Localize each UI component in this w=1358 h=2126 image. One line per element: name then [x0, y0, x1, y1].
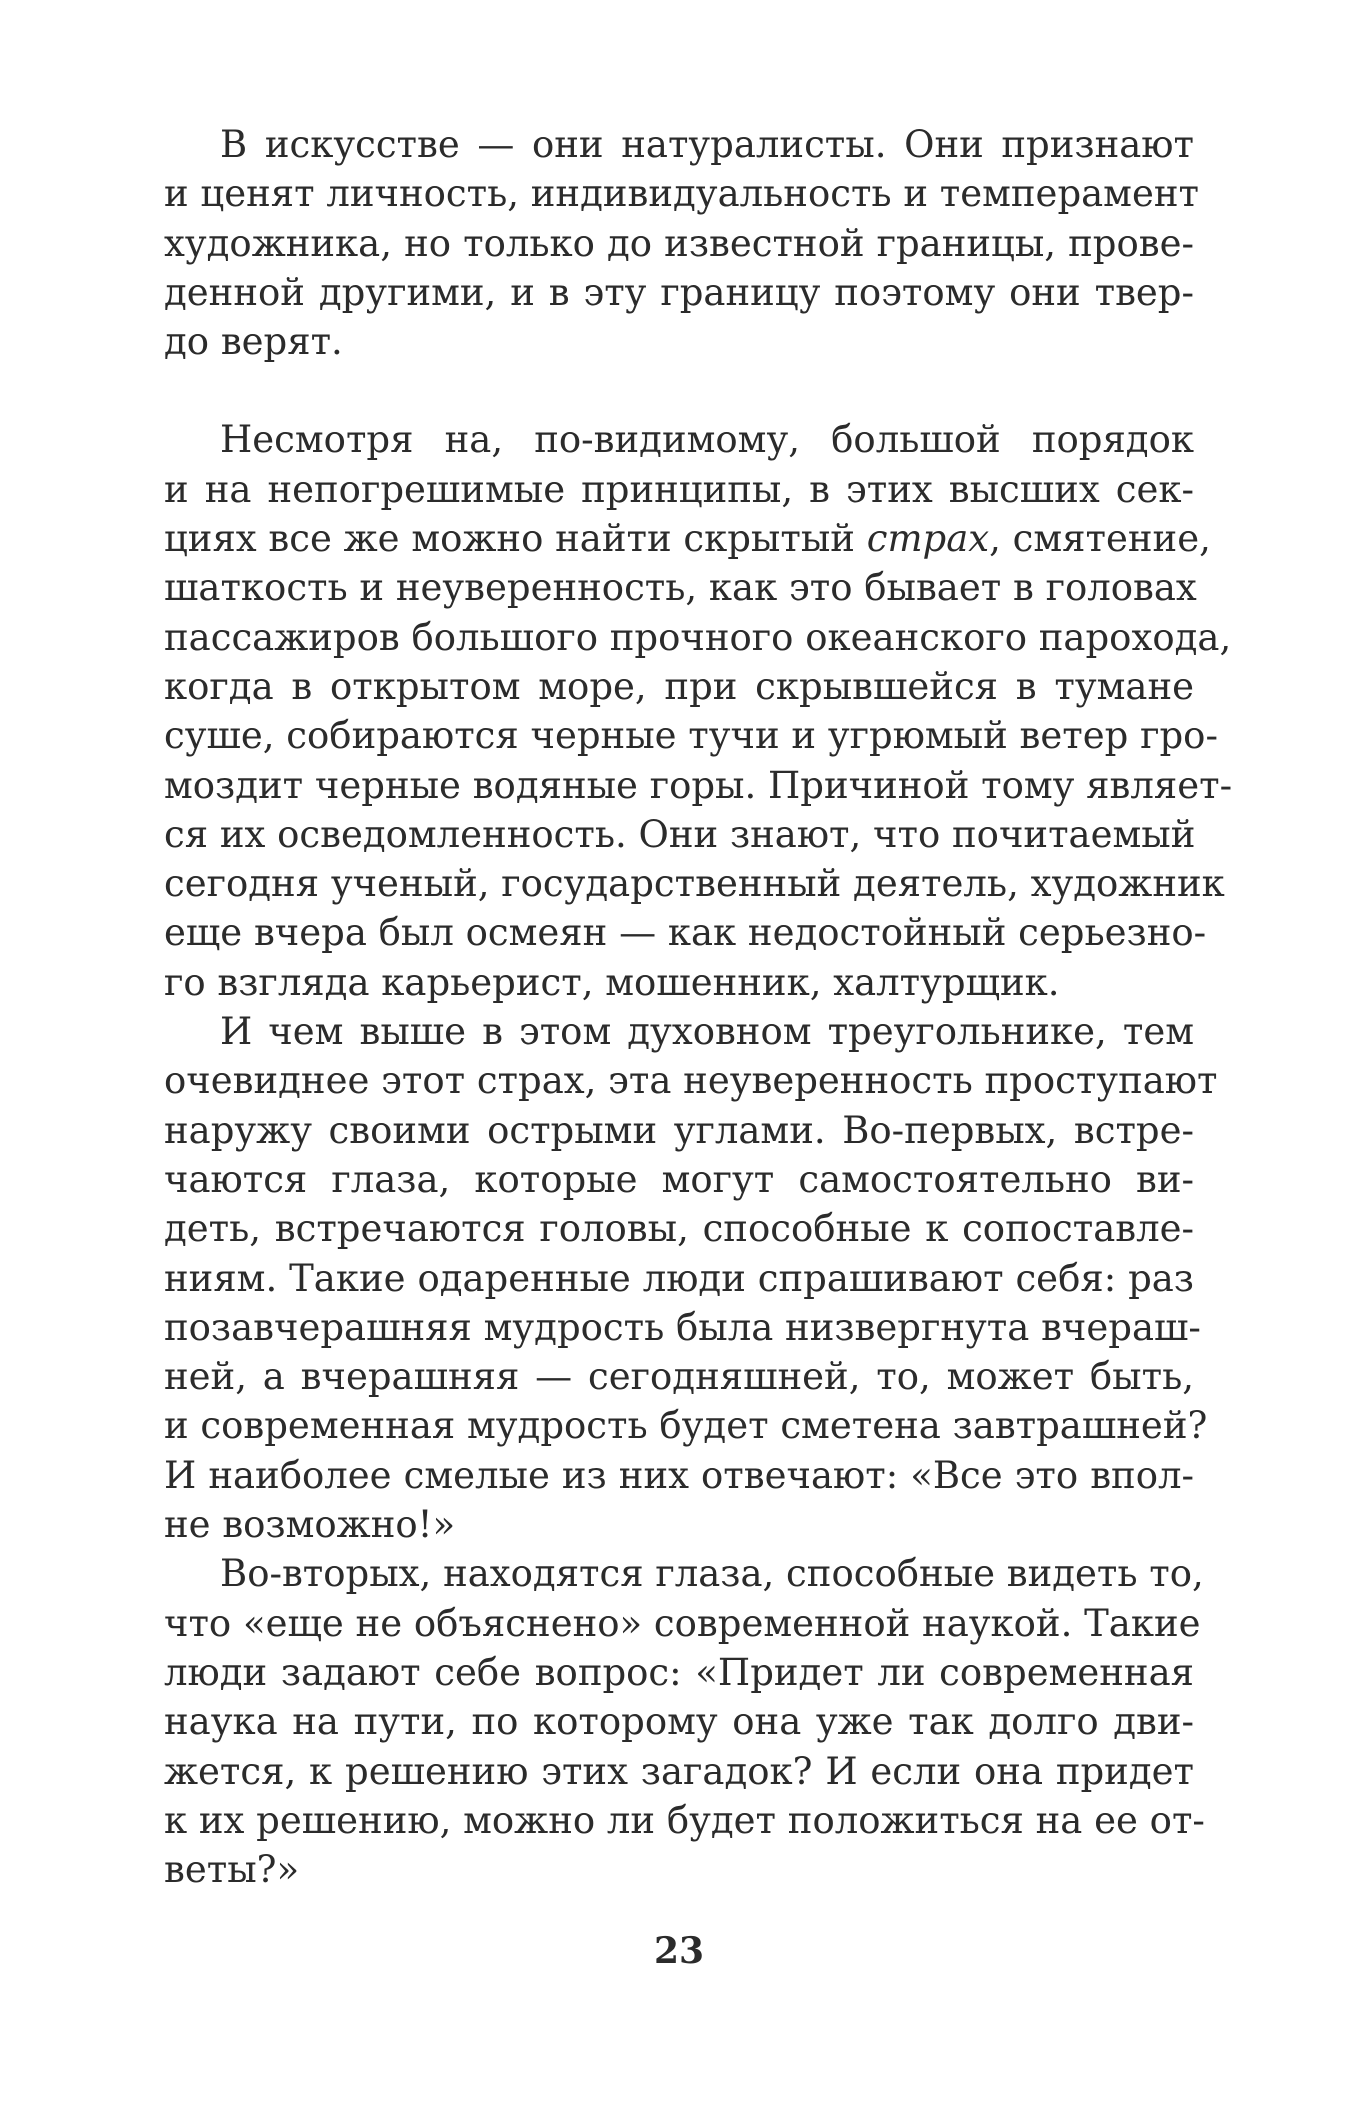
text-line: денной другими, и в эту границу поэтому они твер-: [164, 270, 1194, 314]
text-line: суше, собираются черные тучи и угрюмый ветер гро-: [164, 714, 1218, 758]
text-fragment: циях все же можно найти скрытый: [164, 517, 867, 561]
text-line: наука на пути, по которому она уже так долго дви-: [164, 1700, 1194, 1744]
text-line: к их решению, можно ли будет положиться на ее от-: [164, 1798, 1205, 1842]
text-line: до верят.: [164, 320, 343, 364]
text-line: И наиболее смелые из них отвечают: «Все это впол-: [164, 1453, 1194, 1497]
text-line: что «еще не объяснено» современной наукой. Такие: [164, 1601, 1201, 1645]
text-line: И чем выше в этом духовном треугольнике, тем: [220, 1010, 1194, 1054]
text-line: сегодня ученый, государственный деятель, художник: [164, 862, 1225, 906]
italic-word: страх: [866, 517, 990, 561]
text-line: художника, но только до известной границы, прове-: [164, 221, 1194, 265]
text-line: го взгляда карьерист, мошенник, халтурщик.: [164, 960, 1060, 1004]
text-line: жется, к решению этих загадок? И если она придет: [164, 1749, 1194, 1793]
text-line: деть, встречаются головы, способные к сопоставле-: [164, 1207, 1194, 1251]
text-line: не возможно!»: [164, 1503, 456, 1547]
text-line: и современная мудрость будет сметена завтрашней?: [164, 1404, 1208, 1448]
text-line: ней, а вчерашняя — сегодняшней, то, может быть,: [164, 1355, 1194, 1399]
text-line: моздит черные водяные горы. Причиной тому являет-: [164, 763, 1233, 807]
text-line: ниям. Такие одаренные люди спрашивают себя: раз: [164, 1256, 1194, 1300]
text-line: веты?»: [164, 1848, 300, 1892]
text-line: чаются глаза, которые могут самостоятельно ви-: [164, 1157, 1194, 1201]
text-fragment: , смятение,: [989, 517, 1211, 561]
text-line: когда в открытом море, при скрывшейся в тумане: [164, 664, 1194, 708]
paragraph: [164, 1007, 1218, 1549]
page-number: 23: [653, 1930, 705, 1972]
text-line: пассажиров большого прочного океанского парохода,: [164, 615, 1232, 659]
text-line: наружу своими острыми углами. Во-первых, встре-: [164, 1108, 1194, 1152]
text-line: Во-вторых, находятся глаза, способные видеть то,: [220, 1552, 1204, 1596]
text-line: еще вчера был осмеян — как недостойный серьезно-: [164, 911, 1207, 955]
text-line: [164, 514, 1211, 563]
text-line: люди задают себе вопрос: «Придет ли современная: [164, 1650, 1194, 1694]
paragraph: [164, 1549, 1205, 1894]
paragraph: [164, 120, 1199, 366]
text-line: позавчерашняя мудрость была низвергнута вчераш-: [164, 1305, 1201, 1349]
text-line: и ценят личность, индивидуальность и темперамент: [164, 172, 1199, 216]
page-body: [164, 120, 1233, 1894]
text-line: Несмотря на, по-видимому, большой порядок: [220, 418, 1194, 462]
text-line: шаткость и неуверенность, как это бывает в головах: [164, 566, 1197, 610]
paragraph: [164, 415, 1233, 1007]
text-line: ся их осведомленность. Они знают, что почитаемый: [164, 812, 1196, 856]
paragraph-gap: [164, 366, 1194, 415]
text-line: очевиднее этот страх, эта неуверенность проступают: [164, 1059, 1218, 1103]
text-line: и на непогрешимые принципы, в этих высших сек-: [164, 467, 1194, 511]
text-line: В искусстве — они натуралисты. Они признают: [220, 123, 1194, 166]
